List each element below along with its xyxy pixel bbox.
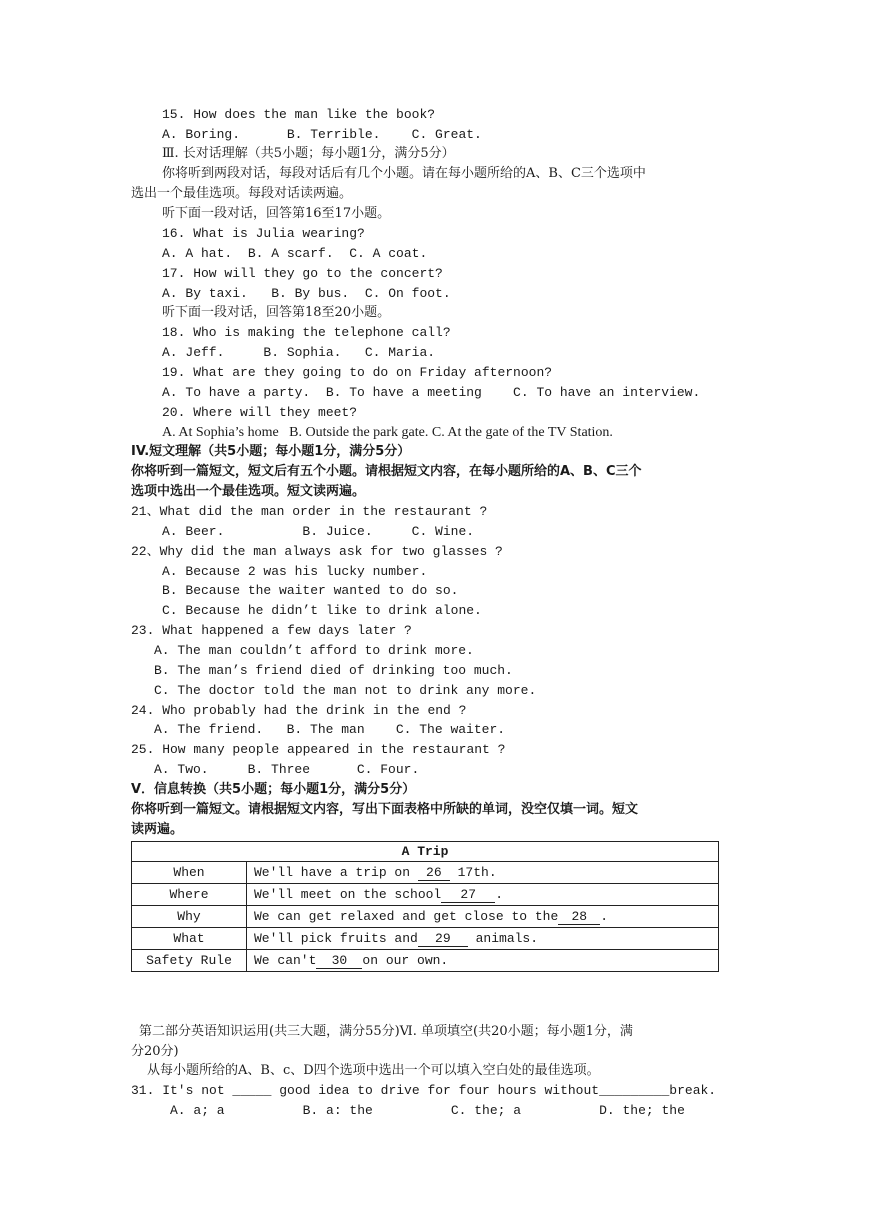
part2-heading-1: 第二部分英语知识运用(共三大题，满分55分)Ⅵ. 单项填空(共20小题；每小题1分，满 [139,1024,633,1039]
trip-table [131,841,719,972]
q15-stem: 15. How does the man like the book? [162,107,436,122]
q19-stem: 19. What are they going to do on Friday afternoon? [162,365,553,380]
row-text: . [495,886,504,902]
row-text: We'll pick fruits and [254,930,418,946]
section4-instruction-2: 选项中选出一个最佳选项。短文读两遍。 [131,484,366,499]
q21-stem: 21、What did the man order in the restaurant ? [131,504,488,519]
q18-stem: 18. Who is making the telephone call? [162,325,451,340]
q23-option-c: C. The doctor told the man not to drink any more. [154,683,537,698]
row-label: What [132,928,247,950]
trip-table-header-row [132,842,719,862]
q24-options: A. The friend. B. The man C. The waiter. [154,722,506,737]
row-text: 17th. [449,864,497,880]
row-text: on our own. [362,952,449,968]
q23-option-b: B. The man’s friend died of drinking too much. [154,663,513,678]
table-row [132,884,719,906]
row-text: We can't [254,952,317,968]
answer-blank-26: 26 [418,866,450,881]
answer-blank-30: 30 [316,954,362,969]
row-text: We'll meet on the school [254,886,442,902]
q19-options: A. To have a party. B. To have a meeting C. To have an interview. [162,385,701,400]
row-content [247,928,719,950]
part2-instruction: 从每小题所给的A、B、c、D四个选项中选出一个可以填入空白处的最佳选项。 [147,1063,600,1078]
row-content [247,950,719,972]
row-label: When [132,862,247,884]
section5-heading: V．信息转换（共5小题；每小题1分，满分5分） [131,782,416,797]
q22-option-a: A. Because 2 was his lucky number. [162,564,428,579]
section4-instruction-1: 你将听到一篇短文，短文后有五个小题。请根据短文内容，在每小题所给的A、B、C三个 [131,464,642,479]
table-row [132,950,719,972]
dialog1-intro: 听下面一段对话，回答第16至17小题。 [162,206,391,221]
row-content [247,906,719,928]
row-text: We can get relaxed and get close to the [254,908,559,924]
trip-table-title: A Trip [132,842,719,862]
table-row [132,928,719,950]
answer-blank-27: 27 [441,888,495,903]
q31-stem: 31. It's not _____ good idea to drive for four hours without_________break. [131,1083,717,1098]
section5-instruction-1: 你将听到一篇短文。请根据短文内容，写出下面表格中所缺的单词，没空仅填一词。短文 [131,802,639,817]
q25-options: A. Two. B. Three C. Four. [154,762,420,777]
q15-options: A. Boring. B. Terrible. C. Great. [162,127,482,142]
q25-stem: 25. How many people appeared in the restaurant ? [131,742,506,757]
answer-blank-28: 28 [558,910,600,925]
dialog2-intro: 听下面一段对话，回答第18至20小题。 [162,305,391,320]
q16-options: A. A hat. B. A scarf. C. A coat. [162,246,428,261]
row-content [247,884,719,906]
section3-instruction-2: 选出一个最佳选项。每段对话读两遍。 [131,186,353,201]
part2-heading-2: 分20分) [131,1044,179,1059]
q31-options: A. a; a B. a: the C. the; a D. the; the [170,1103,685,1118]
table-row [132,862,719,884]
row-label: Where [132,884,247,906]
q20-stem: 20. Where will they meet? [162,405,358,420]
table-row [132,906,719,928]
section3-instruction-1: 你将听到两段对话，每段对话后有几个小题。请在每小题所给的A、B、C三个选项中 [162,166,646,181]
q16-stem: 16. What is Julia wearing? [162,226,365,241]
q22-option-b: B. Because the waiter wanted to do so. [162,583,459,598]
q23-option-a: A. The man couldn’t afford to drink more. [154,643,474,658]
row-text: animals. [467,930,539,946]
q17-options: A. By taxi. B. By bus. C. On foot. [162,286,451,301]
q17-stem: 17. How will they go to the concert? [162,266,443,281]
row-label: Safety Rule [132,950,247,972]
row-label: Why [132,906,247,928]
section5-instruction-2: 读两遍。 [131,822,184,837]
q20-options: A. At Sophia’s home B. Outside the park gate. C. At the gate of the TV Station. [162,425,613,440]
section4-heading: IV.短文理解（共5小题；每小题1分，满分5分） [131,444,411,459]
q24-stem: 24. Who probably had the drink in the end ? [131,703,467,718]
q21-options: A. Beer. B. Juice. C. Wine. [162,524,475,539]
answer-blank-29: 29 [418,932,468,947]
q22-option-c: C. Because he didn’t like to drink alone. [162,603,482,618]
q23-stem: 23. What happened a few days later ? [131,623,412,638]
q18-options: A. Jeff. B. Sophia. C. Maria. [162,345,436,360]
row-text: We'll have a trip on [254,864,418,880]
row-content [247,862,719,884]
q22-stem: 22、Why did the man always ask for two glasses ? [131,544,503,559]
section3-heading: Ⅲ. 长对话理解（共5小题；每小题1分，满分5分） [162,146,455,161]
row-text: . [600,908,609,924]
